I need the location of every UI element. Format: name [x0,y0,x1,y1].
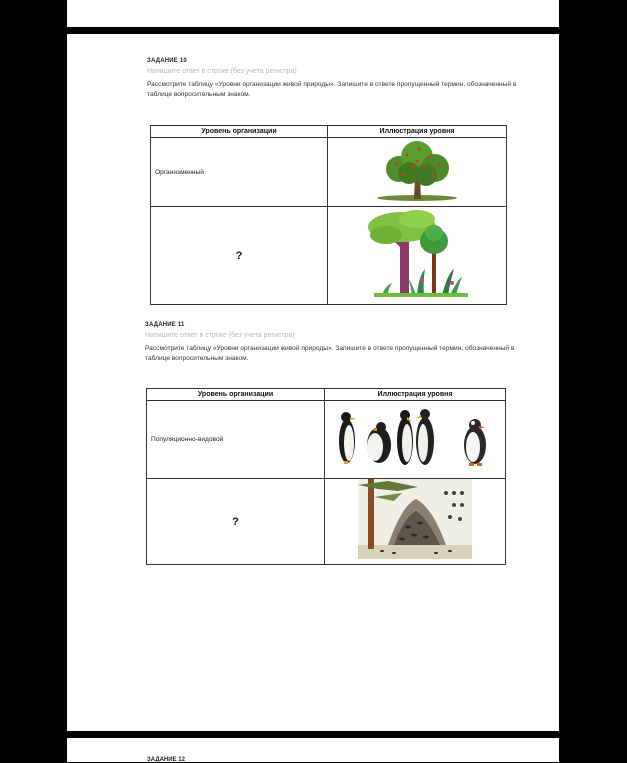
anthill-image [325,479,506,565]
task-11-header-illustration: Иллюстрация уровня [325,389,506,401]
penguins-image [325,401,506,479]
task-10-header [147,58,527,100]
task-10-title: ЗАДАНИЕ 10 [147,58,187,64]
anthill-illustration [358,479,472,559]
task-11-header-level: Уровень организации [147,389,325,401]
task-10-description: Рассмотрите таблицу «Уровни организации живой природы». Запишите в ответе пропущенный термин, обозначенный в таблице вопросительным знаком. [147,81,517,98]
task-10-header-illustration: Иллюстрация уровня [328,126,507,138]
tree-illustration [369,139,465,201]
tree-image [328,138,507,207]
task-11-header [145,322,525,364]
task-11-row-1-level: Популяционно-видовой [147,401,325,479]
forest-image [328,207,507,305]
task-10-table [150,125,507,305]
task-10-row-2-level: ? [151,207,328,305]
document-page [67,34,559,731]
task-11-subtitle: Напишите ответ в строке (без учета регистра) [145,332,295,339]
task-10-header-level: Уровень организации [151,126,328,138]
task-12-title: ЗАДАНИЕ 12 [147,757,185,763]
task-11-title: ЗАДАНИЕ 11 [145,322,185,328]
forest-illustration [362,207,472,299]
task-11-table [146,388,506,565]
task-11-description: Рассмотрите таблицу «Уровни организации живой природы». Запишите в ответе пропущенный термин, обозначенный в таблице вопросительным знаком. [145,345,515,362]
task-10-row-1-level: Организменный [151,138,328,207]
next-page [67,738,559,762]
previous-page [67,0,559,27]
task-11-row-2-level: ? [147,479,325,565]
penguins-illustration [335,405,495,469]
task-10-subtitle: Напишите ответ в строке (без учета регистра) [147,68,297,75]
